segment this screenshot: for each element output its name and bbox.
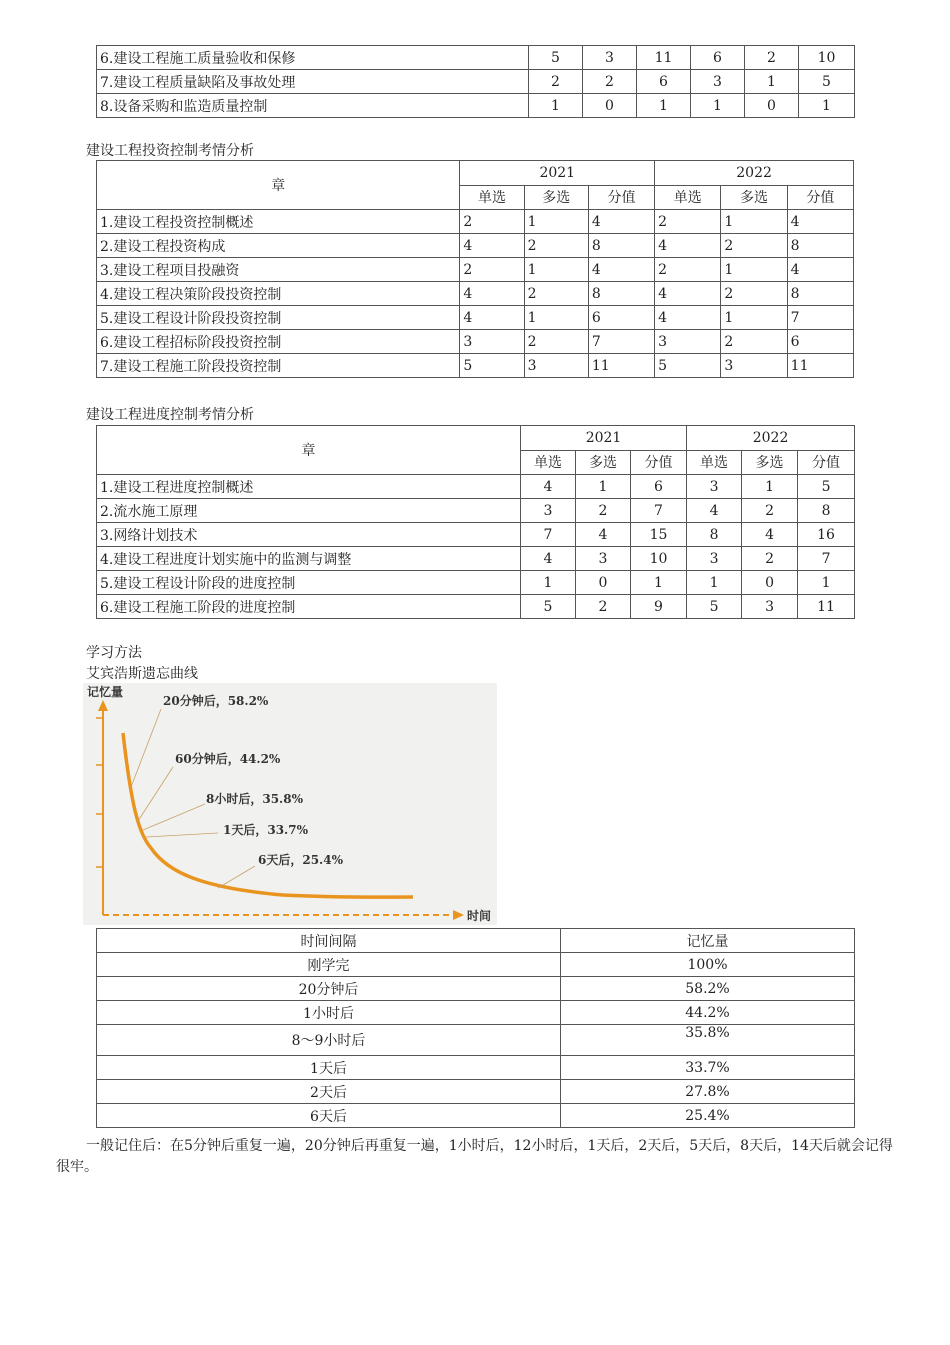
value-cell: 4 bbox=[460, 306, 524, 330]
value-cell: 2 bbox=[576, 499, 631, 523]
chapter-cell: 7.建设工程施工阶段投资控制 bbox=[97, 354, 460, 378]
value-cell: 1 bbox=[631, 571, 687, 595]
table-row bbox=[97, 499, 855, 523]
value-cell: 4 bbox=[576, 523, 631, 547]
memory-amount-cell: 27.8% bbox=[561, 1080, 855, 1104]
value-cell: 3 bbox=[576, 547, 631, 571]
value-cell: 11 bbox=[637, 46, 691, 70]
value-cell: 7 bbox=[631, 499, 687, 523]
table-row bbox=[97, 547, 855, 571]
table-row bbox=[97, 1104, 855, 1128]
value-cell: 1 bbox=[637, 94, 691, 118]
subheader-cell: 分值 bbox=[631, 450, 687, 475]
table-row bbox=[97, 475, 855, 499]
subheader-cell: 分值 bbox=[787, 185, 853, 210]
value-cell: 1 bbox=[687, 571, 742, 595]
value-cell: 4 bbox=[460, 234, 524, 258]
value-cell: 11 bbox=[798, 595, 855, 619]
value-cell: 8 bbox=[588, 234, 654, 258]
value-cell: 3 bbox=[687, 547, 742, 571]
annotation-leader bbox=[218, 866, 255, 888]
value-cell: 5 bbox=[521, 595, 576, 619]
value-cell: 4 bbox=[655, 306, 721, 330]
table-row bbox=[97, 258, 854, 282]
value-cell: 1 bbox=[721, 258, 787, 282]
study-method-heading: 学习方法 bbox=[86, 645, 142, 661]
value-cell: 3 bbox=[583, 46, 637, 70]
subheader-cell: 分值 bbox=[798, 450, 855, 475]
value-cell: 7 bbox=[798, 547, 855, 571]
value-cell: 4 bbox=[521, 547, 576, 571]
value-cell: 3 bbox=[521, 499, 576, 523]
chapter-cell: 6.建设工程施工质量验收和保修 bbox=[97, 46, 529, 70]
value-cell: 4 bbox=[655, 282, 721, 306]
value-cell: 15 bbox=[631, 523, 687, 547]
value-cell: 1 bbox=[721, 306, 787, 330]
value-cell: 5 bbox=[687, 595, 742, 619]
value-cell: 2 bbox=[655, 210, 721, 234]
chapter-cell: 4.建设工程决策阶段投资控制 bbox=[97, 282, 460, 306]
chapter-cell: 3.建设工程项目投融资 bbox=[97, 258, 460, 282]
annotation-60min: 60分钟后，44.2% bbox=[175, 752, 281, 766]
value-cell: 2 bbox=[655, 258, 721, 282]
value-cell: 2 bbox=[460, 258, 524, 282]
time-interval-cell: 1天后 bbox=[97, 1056, 561, 1080]
time-interval-cell: 2天后 bbox=[97, 1080, 561, 1104]
annotation-6day: 6天后，25.4% bbox=[258, 853, 343, 867]
chapter-cell: 1.建设工程进度控制概述 bbox=[97, 475, 521, 499]
header-chapter: 章 bbox=[97, 426, 521, 475]
memory-amount-cell: 58.2% bbox=[561, 977, 855, 1001]
annotation-leader bbox=[131, 709, 161, 787]
table-row bbox=[97, 977, 855, 1001]
forgetting-curve-chart bbox=[83, 683, 497, 925]
value-cell: 11 bbox=[787, 354, 853, 378]
value-cell: 6 bbox=[637, 70, 691, 94]
value-cell: 1 bbox=[691, 94, 745, 118]
table-row bbox=[97, 1025, 855, 1056]
value-cell: 3 bbox=[691, 70, 745, 94]
value-cell: 2 bbox=[529, 70, 583, 94]
value-cell: 2 bbox=[721, 234, 787, 258]
chapter-cell: 3.网络计划技术 bbox=[97, 523, 521, 547]
y-axis-label: 记忆量 bbox=[87, 685, 124, 699]
header-memory-amount: 记忆量 bbox=[561, 929, 855, 953]
value-cell: 6 bbox=[631, 475, 687, 499]
annotation-leader bbox=[138, 767, 173, 821]
table-row bbox=[97, 46, 855, 70]
value-cell: 2 bbox=[742, 499, 798, 523]
value-cell: 2 bbox=[745, 46, 799, 70]
annotation-leader bbox=[143, 804, 205, 830]
investment-control-table bbox=[96, 160, 854, 378]
value-cell: 4 bbox=[742, 523, 798, 547]
value-cell: 1 bbox=[524, 258, 588, 282]
memory-amount-cell: 25.4% bbox=[561, 1104, 855, 1128]
value-cell: 2 bbox=[524, 234, 588, 258]
value-cell: 11 bbox=[588, 354, 654, 378]
memory-amount-cell: 35.8% bbox=[561, 1025, 855, 1056]
annotation-20min: 20分钟后，58.2% bbox=[163, 694, 269, 708]
value-cell: 2 bbox=[524, 330, 588, 354]
value-cell: 6 bbox=[588, 306, 654, 330]
memory-amount-cell: 44.2% bbox=[561, 1001, 855, 1025]
header-chapter: 章 bbox=[97, 161, 460, 210]
value-cell: 4 bbox=[521, 475, 576, 499]
table-row bbox=[97, 354, 854, 378]
chapter-cell: 2.建设工程投资构成 bbox=[97, 234, 460, 258]
chapter-cell: 2.流水施工原理 bbox=[97, 499, 521, 523]
value-cell: 3 bbox=[655, 330, 721, 354]
value-cell: 1 bbox=[529, 94, 583, 118]
table-row bbox=[97, 523, 855, 547]
chapter-cell: 4.建设工程进度计划实施中的监测与调整 bbox=[97, 547, 521, 571]
value-cell: 1 bbox=[576, 475, 631, 499]
chapter-cell: 5.建设工程设计阶段的进度控制 bbox=[97, 571, 521, 595]
value-cell: 8 bbox=[787, 282, 853, 306]
table-row bbox=[97, 571, 855, 595]
investment-section-title: 建设工程投资控制考情分析 bbox=[86, 143, 254, 159]
value-cell: 0 bbox=[742, 571, 798, 595]
value-cell: 16 bbox=[798, 523, 855, 547]
chapter-cell: 5.建设工程设计阶段投资控制 bbox=[97, 306, 460, 330]
memory-retention-table bbox=[96, 928, 855, 1128]
value-cell: 9 bbox=[631, 595, 687, 619]
time-interval-cell: 1小时后 bbox=[97, 1001, 561, 1025]
x-axis-arrow-icon bbox=[453, 910, 464, 920]
chapter-cell: 7.建设工程质量缺陷及事故处理 bbox=[97, 70, 529, 94]
value-cell: 1 bbox=[799, 94, 855, 118]
memory-amount-cell: 33.7% bbox=[561, 1056, 855, 1080]
value-cell: 3 bbox=[721, 354, 787, 378]
value-cell: 5 bbox=[799, 70, 855, 94]
value-cell: 4 bbox=[787, 258, 853, 282]
header-year-2021: 2021 bbox=[521, 426, 687, 451]
study-advice-paragraph: 一般记住后：在5分钟后重复一遍，20分钟后再重复一遍，1小时后，12小时后，1天后，2天后，5天后，8天后，14天后就会记得很牢。 bbox=[56, 1138, 893, 1175]
time-interval-cell: 8～9小时后 bbox=[97, 1025, 561, 1056]
header-year-2021: 2021 bbox=[460, 161, 655, 186]
value-cell: 2 bbox=[742, 547, 798, 571]
header-year-2022: 2022 bbox=[655, 161, 854, 186]
table-row bbox=[97, 210, 854, 234]
value-cell: 0 bbox=[583, 94, 637, 118]
value-cell: 7 bbox=[588, 330, 654, 354]
annotation-1day: 1天后，33.7% bbox=[223, 823, 308, 837]
header-year-2022: 2022 bbox=[687, 426, 855, 451]
value-cell: 8 bbox=[588, 282, 654, 306]
chapter-cell: 8.设备采购和监造质量控制 bbox=[97, 94, 529, 118]
value-cell: 1 bbox=[798, 571, 855, 595]
annotation-8hour: 8小时后，35.8% bbox=[206, 792, 303, 806]
value-cell: 4 bbox=[655, 234, 721, 258]
value-cell: 3 bbox=[687, 475, 742, 499]
annotation-leader bbox=[146, 833, 218, 837]
table-row bbox=[97, 282, 854, 306]
table-row bbox=[97, 1001, 855, 1025]
schedule-section-title: 建设工程进度控制考情分析 bbox=[86, 407, 254, 423]
table-row bbox=[97, 70, 855, 94]
memory-amount-cell: 100% bbox=[561, 953, 855, 977]
value-cell: 6 bbox=[787, 330, 853, 354]
value-cell: 8 bbox=[687, 523, 742, 547]
value-cell: 4 bbox=[787, 210, 853, 234]
subheader-cell: 单选 bbox=[655, 185, 721, 210]
value-cell: 2 bbox=[524, 282, 588, 306]
value-cell: 8 bbox=[798, 499, 855, 523]
value-cell: 3 bbox=[524, 354, 588, 378]
value-cell: 1 bbox=[742, 475, 798, 499]
table-row bbox=[97, 94, 855, 118]
value-cell: 2 bbox=[583, 70, 637, 94]
subheader-cell: 多选 bbox=[742, 450, 798, 475]
value-cell: 2 bbox=[460, 210, 524, 234]
table-row bbox=[97, 234, 854, 258]
value-cell: 5 bbox=[655, 354, 721, 378]
time-interval-cell: 刚学完 bbox=[97, 953, 561, 977]
table-row bbox=[97, 1056, 855, 1080]
subheader-cell: 多选 bbox=[524, 185, 588, 210]
chapter-cell: 6.建设工程招标阶段投资控制 bbox=[97, 330, 460, 354]
time-interval-cell: 20分钟后 bbox=[97, 977, 561, 1001]
value-cell: 10 bbox=[631, 547, 687, 571]
value-cell: 1 bbox=[721, 210, 787, 234]
value-cell: 3 bbox=[742, 595, 798, 619]
value-cell: 3 bbox=[460, 330, 524, 354]
value-cell: 4 bbox=[460, 282, 524, 306]
quality-control-table-continued bbox=[96, 45, 855, 118]
value-cell: 8 bbox=[787, 234, 853, 258]
subheader-cell: 分值 bbox=[588, 185, 654, 210]
value-cell: 4 bbox=[588, 210, 654, 234]
value-cell: 5 bbox=[529, 46, 583, 70]
value-cell: 1 bbox=[524, 210, 588, 234]
subheader-cell: 单选 bbox=[521, 450, 576, 475]
table-row bbox=[97, 953, 855, 977]
chapter-cell: 6.建设工程施工阶段的进度控制 bbox=[97, 595, 521, 619]
value-cell: 7 bbox=[787, 306, 853, 330]
value-cell: 1 bbox=[521, 571, 576, 595]
value-cell: 6 bbox=[691, 46, 745, 70]
table-row bbox=[97, 306, 854, 330]
value-cell: 5 bbox=[460, 354, 524, 378]
value-cell: 10 bbox=[799, 46, 855, 70]
value-cell: 2 bbox=[576, 595, 631, 619]
table-row bbox=[97, 1080, 855, 1104]
schedule-control-table bbox=[96, 425, 855, 619]
value-cell: 4 bbox=[588, 258, 654, 282]
value-cell: 5 bbox=[798, 475, 855, 499]
time-interval-cell: 6天后 bbox=[97, 1104, 561, 1128]
subheader-cell: 单选 bbox=[687, 450, 742, 475]
value-cell: 1 bbox=[524, 306, 588, 330]
value-cell: 0 bbox=[745, 94, 799, 118]
subheader-cell: 多选 bbox=[576, 450, 631, 475]
table-row bbox=[97, 330, 854, 354]
value-cell: 4 bbox=[687, 499, 742, 523]
value-cell: 2 bbox=[721, 330, 787, 354]
forgetting-curve-title: 艾宾浩斯遗忘曲线 bbox=[86, 666, 198, 682]
value-cell: 7 bbox=[521, 523, 576, 547]
subheader-cell: 多选 bbox=[721, 185, 787, 210]
header-time-interval: 时间间隔 bbox=[97, 929, 561, 953]
y-axis-arrow-icon bbox=[98, 700, 108, 711]
value-cell: 2 bbox=[721, 282, 787, 306]
subheader-cell: 单选 bbox=[460, 185, 524, 210]
value-cell: 0 bbox=[576, 571, 631, 595]
value-cell: 1 bbox=[745, 70, 799, 94]
x-axis-label: 时间 bbox=[467, 909, 492, 923]
table-row bbox=[97, 595, 855, 619]
chapter-cell: 1.建设工程投资控制概述 bbox=[97, 210, 460, 234]
